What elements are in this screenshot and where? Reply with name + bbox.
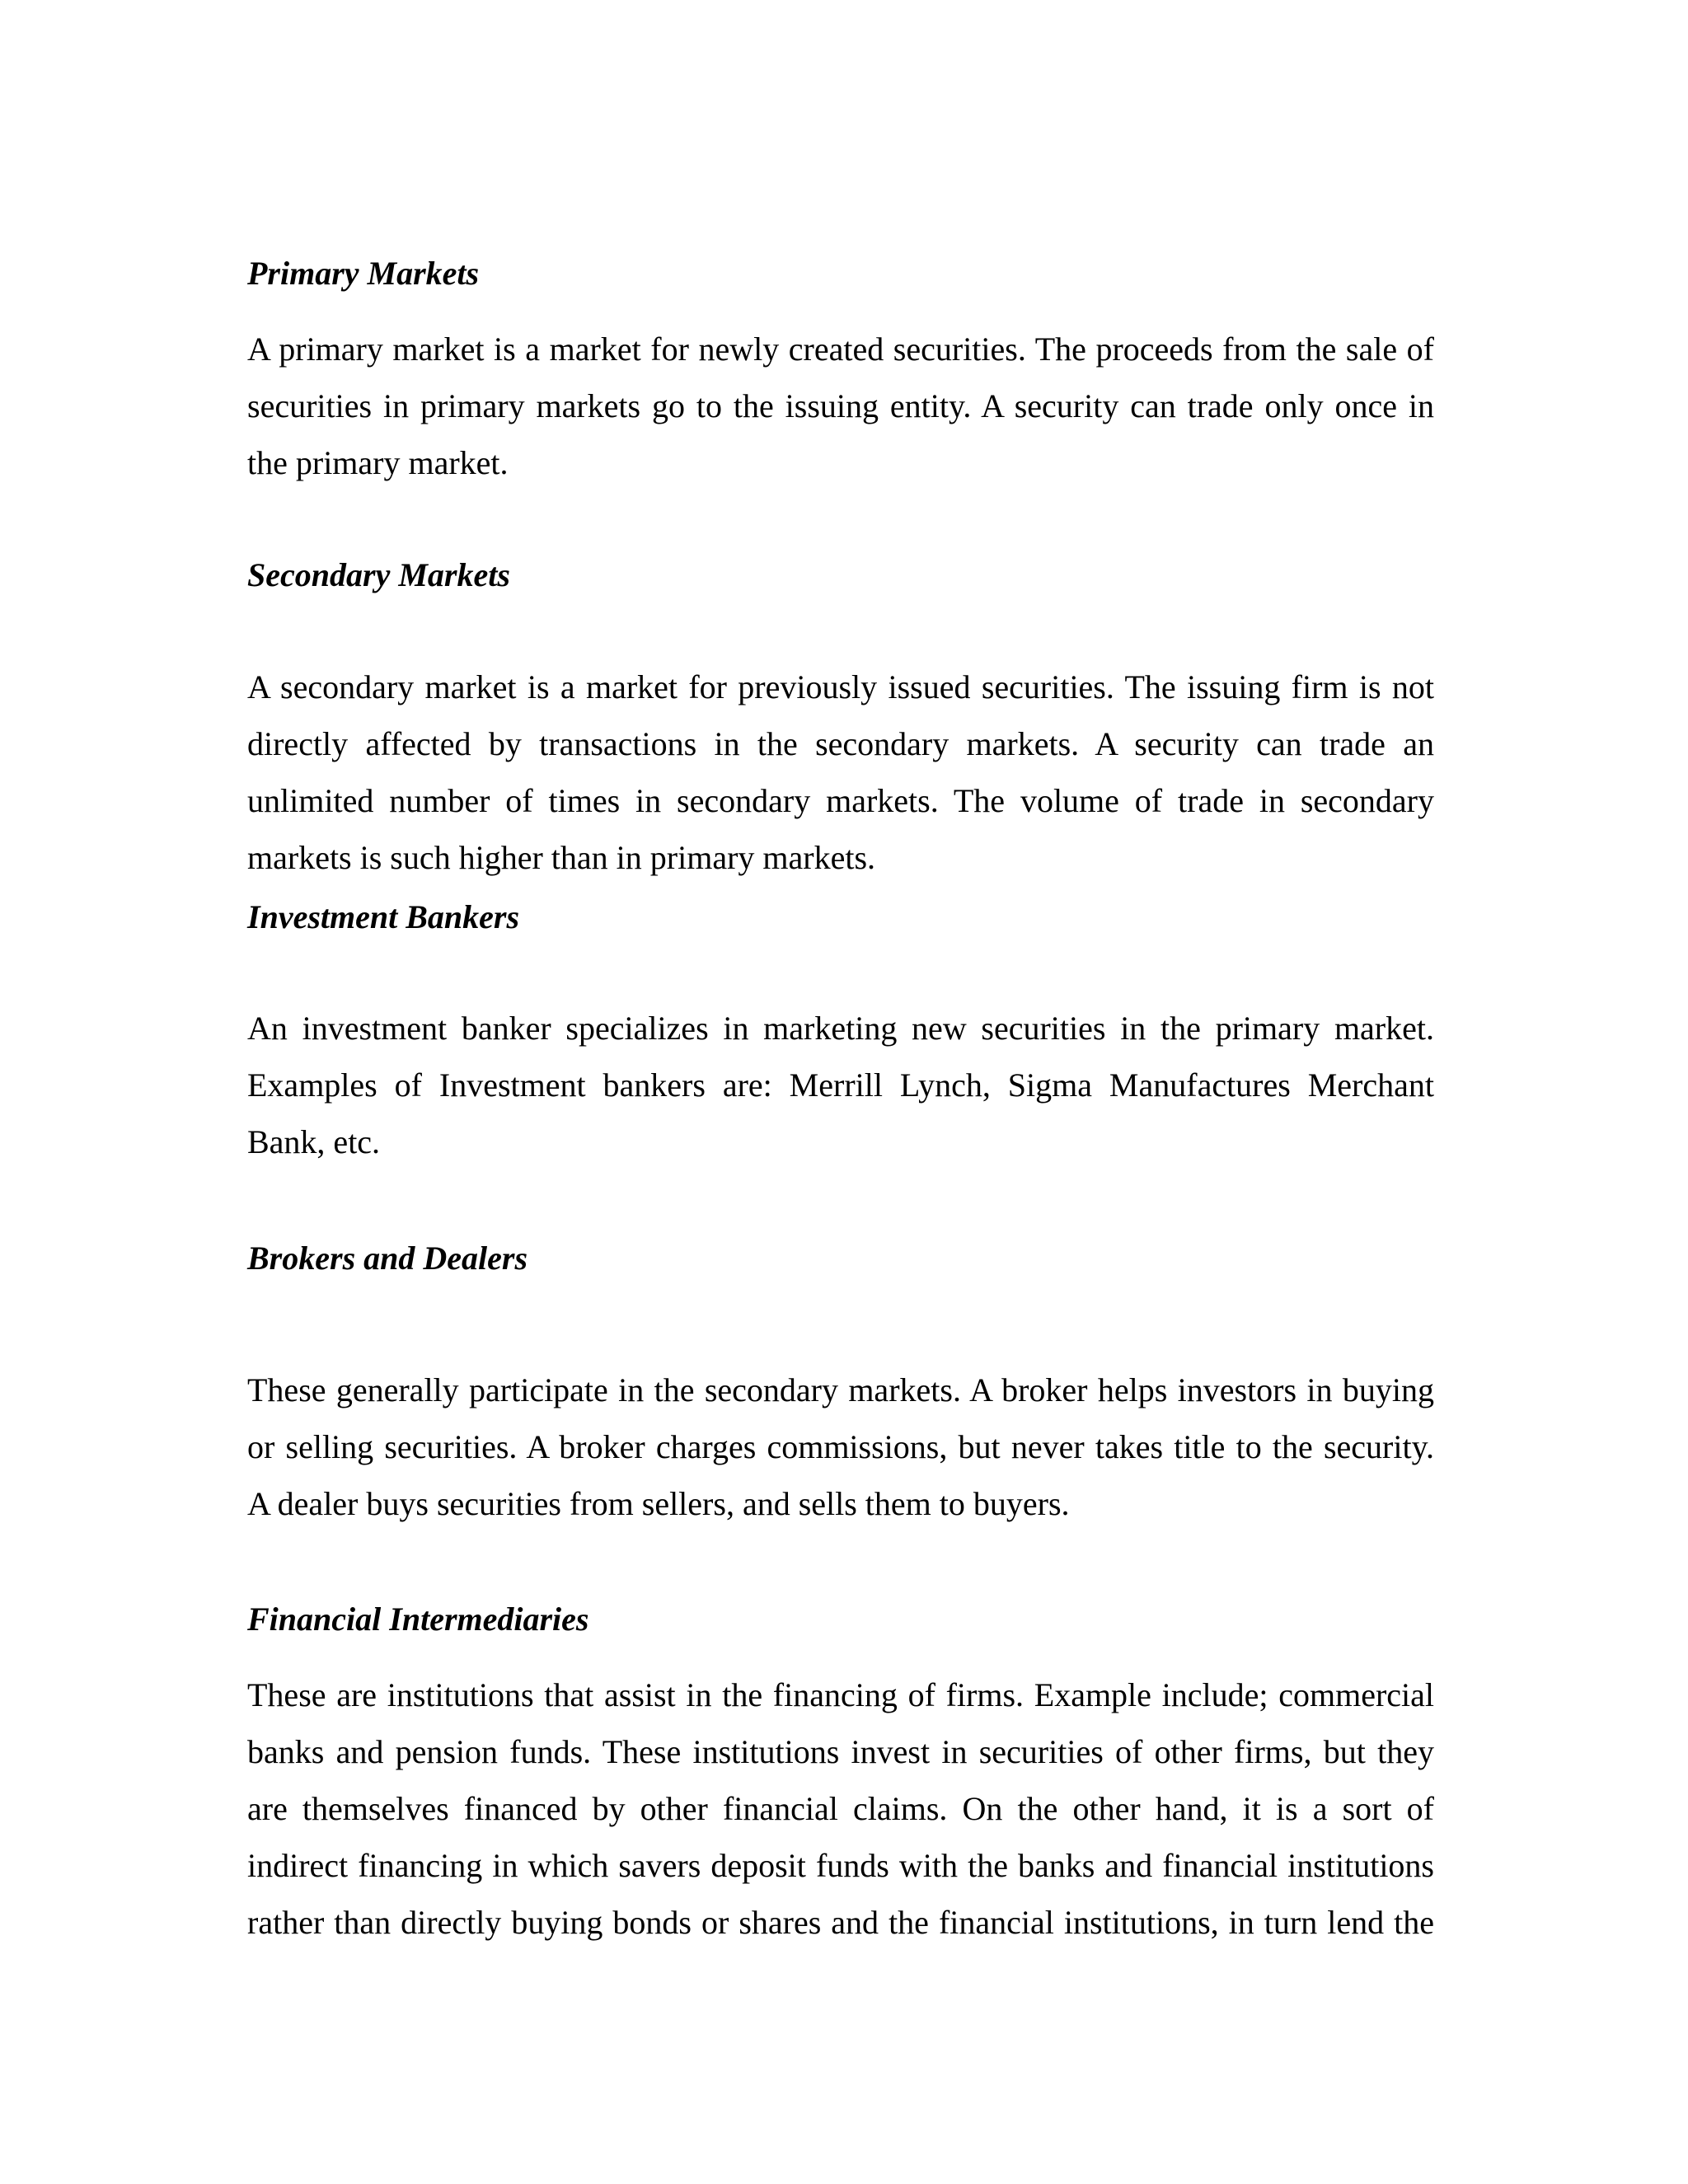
paragraph-line: unlimited number of times in secondary markets. The volume of trade in secondary [247,782,1434,819]
paragraph-line: A dealer buys securities from sellers, and sells them to buyers. [247,1485,1070,1522]
paragraph-line: markets is such higher than in primary markets. [247,839,876,876]
paragraph-line: A secondary market is a market for previously issued securities. The issuing firm is not [247,668,1434,705]
paragraph-secondary-markets [247,658,1434,886]
paragraph-line: Bank, etc. [247,1123,381,1160]
heading-primary-markets: Primary Markets [247,255,480,292]
heading-brokers-and-dealers: Brokers and Dealers [247,1240,528,1277]
paragraph-financial-intermediaries [247,1666,1434,1951]
paragraph-investment-bankers [247,1000,1434,1170]
paragraph-line: An investment banker specializes in marketing new securities in the primary market. [247,1010,1434,1047]
heading-financial-intermediaries: Financial Intermediaries [247,1601,589,1638]
paragraph-line: These generally participate in the secondary markets. A broker helps investors in buying [247,1371,1434,1408]
paragraph-line: or selling securities. A broker charges commissions, but never takes title to the security. [247,1428,1434,1465]
paragraph-line: directly affected by transactions in the secondary markets. A security can trade an [247,725,1434,762]
paragraph-line: Examples of Investment bankers are: Merrill Lynch, Sigma Manufactures Merchant [247,1066,1434,1104]
paragraph-line: rather than directly buying bonds or shares and the financial institutions, in turn lend the [247,1904,1434,1941]
paragraph-primary-markets [247,321,1434,491]
paragraph-line: are themselves financed by other financial claims. On the other hand, it is a sort of [247,1790,1434,1827]
paragraph-line: These are institutions that assist in the financing of firms. Example include; commercial [247,1676,1434,1713]
heading-secondary-markets: Secondary Markets [247,556,510,593]
paragraph-brokers-and-dealers [247,1361,1434,1532]
paragraph-line: securities in primary markets go to the issuing entity. A security can trade only once in [247,387,1434,424]
paragraph-line: A primary market is a market for newly created securities. The proceeds from the sale of [247,330,1434,368]
paragraph-line: the primary market. [247,444,509,481]
paragraph-line: banks and pension funds. These institutions invest in securities of other firms, but they [247,1733,1434,1770]
paragraph-line: indirect financing in which savers deposit funds with the banks and financial institutions [247,1847,1434,1884]
heading-investment-bankers: Investment Bankers [247,898,520,935]
